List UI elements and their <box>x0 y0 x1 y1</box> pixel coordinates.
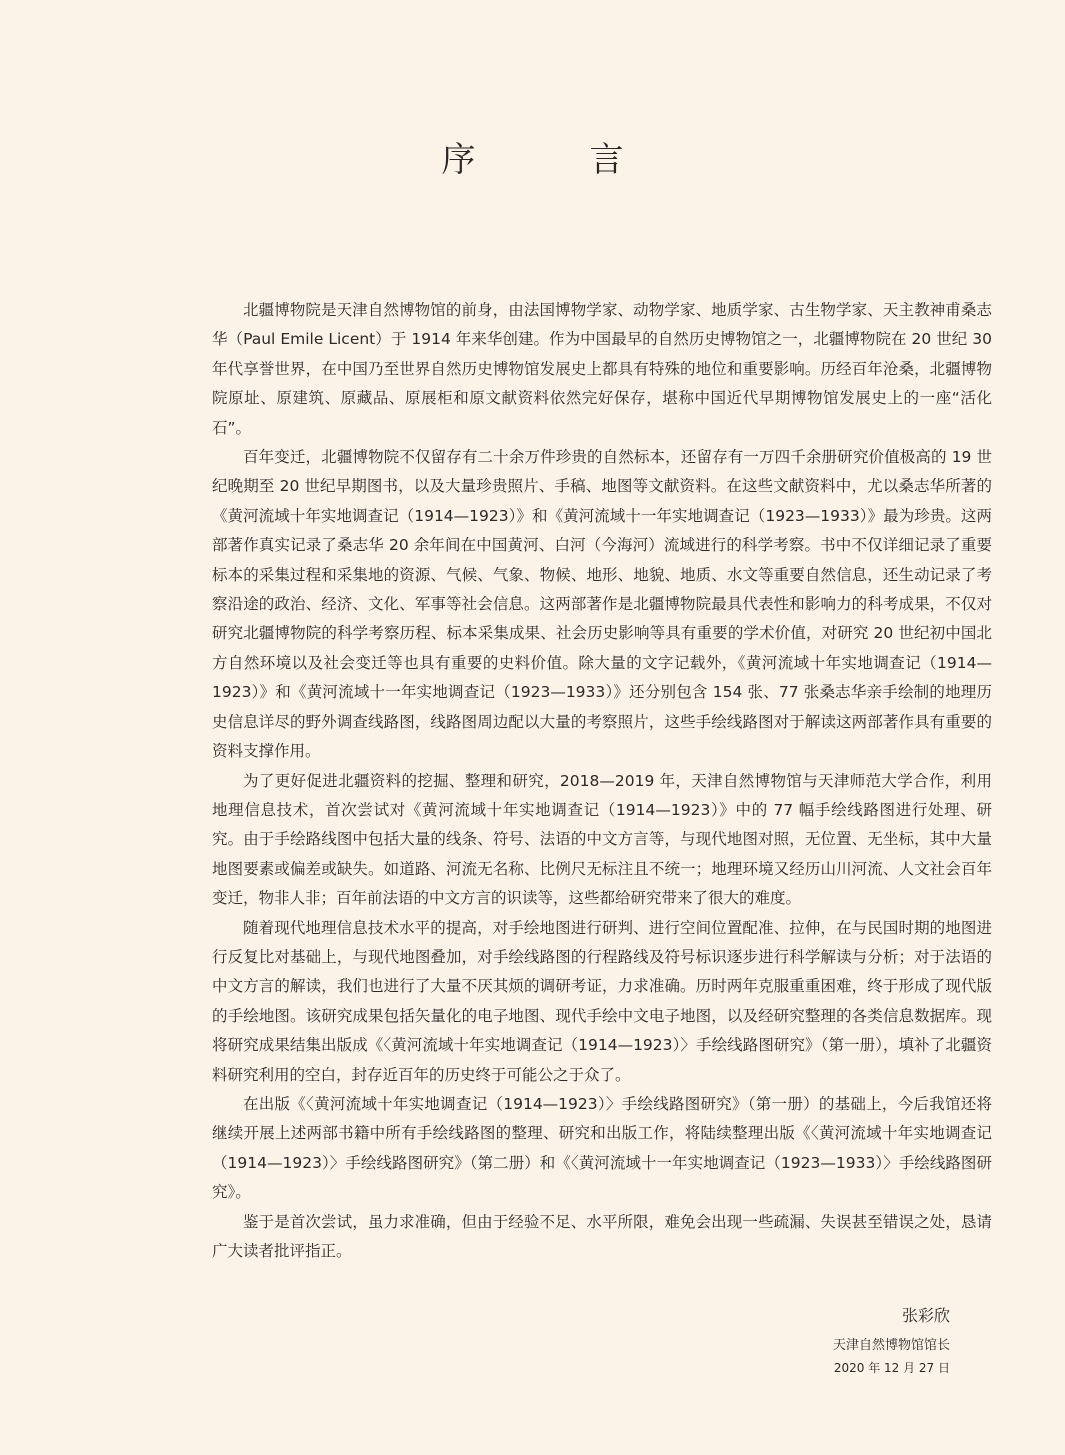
preface-body <box>212 296 992 1266</box>
paragraph-3: 为了更好促进北疆资料的挖掘、整理和研究，2018—2019 年，天津自然博物馆与天津师范大学合作，利用地理信息技术，首次尝试对《黄河流域十年实地调查记（1914—1923）》中的 77 幅手绘线路图进行处理、研究。由于手绘路线图中包括大量的线条、符号、法语的中文方言等，与现代地图对照，无位置、无坐标，其中大量地图要素或偏差或缺失。如道路、河流无名称、比例尺无标注且不统一；地理环境又经历山川河流、人文社会百年变迁，物非人非；百年前法语的中文方言的识读等，这些都给研究带来了很大的难度。 <box>212 771 992 908</box>
paragraph-2: 百年变迁，北疆博物院不仅留存有二十余万件珍贵的自然标本，还留存有一万四千余册研究价值极高的 19 世纪晚期至 20 世纪早期图书，以及大量珍贵照片、手稿、地图等文献资料。在这些文献资料中，尤以桑志华所著的《黄河流域十年实地调查记（1914—1923）》和《黄河流域十一年实地调查记（1923—1933）》最为珍贵。这两部著作真实记录了桑志华 20 余年间在中国黄河、白河（今海河）流域进行的科学考察。书中不仅详细记录了重要标本的采集过程和采集地的资源、气候、气象、物候、地形、地貌、地质、水文等重要自然信息，还生动记录了考察沿途的政治、经济、文化、军事等社会信息。这两部著作是北疆博物院最具代表性和影响力的科考成果，不仅对研究北疆博物院的科学考察历程、标本采集成果、社会历史影响等具有重要的学术价值，对研究 20 世纪初中国北方自然环境以及社会变迁等也具有重要的史料价值。除大量的文字记载外，《黄河流域十年实地调查记（1914—1923）》和《黄河流域十一年实地调查记（1923—1933）》还分别包含 154 张、77 张桑志华亲手绘制的地理历史信息详尽的野外调查线路图，线路图周边配以大量的考察照片，这些手绘线路图对于解读这两部著作具有重要的资料支撑作用。 <box>212 448 992 761</box>
signature-block <box>833 1302 950 1378</box>
paragraph-4: 随着现代地理信息技术水平的提高，对手绘地图进行研判、进行空间位置配准、拉伸，在与民国时期的地图进行反复比对基础上，与现代地图叠加，对手绘线路图的行程路线及符号标识逐步进行科学解读与分析；对于法语的中文方言的解读，我们也进行了大量不厌其烦的调研考证，力求准确。历时两年克服重重困难，终于形成了现代版的手绘地图。该研究成果包括矢量化的电子地图、现代手绘中文电子地图，以及经研究整理的各类信息数据库。现将研究成果结集出版成《〈黄河流域十年实地调查记（1914—1923）〉手绘线路图研究》（第一册），填补了北疆资料研究利用的空白，封存近百年的历史终于可能公之于众了。 <box>212 918 992 1084</box>
paragraph-5: 在出版《〈黄河流域十年实地调查记（1914—1923）〉手绘线路图研究》（第一册）的基础上，今后我馆还将继续开展上述两部书籍中所有手绘线路图的整理、研究和出版工作，将陆续整理出版《〈黄河流域十年实地调查记（1914—1923）〉手绘线路图研究》（第二册）和《〈黄河流域十一年实地调查记（1923—1933）〉手绘线路图研究》。 <box>212 1094 992 1202</box>
author-role: 天津自然博物馆馆长 <box>832 1338 950 1353</box>
signature-date: 2020 年 12 月 27 日 <box>833 1361 950 1375</box>
page-title: 序 言 <box>441 140 664 180</box>
paragraph-6: 鉴于是首次尝试，虽力求准确，但由于经验不足、水平所限，难免会出现一些疏漏、失误甚至错误之处，恳请广大读者批评指正。 <box>212 1212 992 1260</box>
author-name: 张彩欣 <box>901 1306 950 1325</box>
paragraph-1: 北疆博物院是天津自然博物馆的前身，由法国博物学家、动物学家、地质学家、古生物学家、天主教神甫桑志华（Paul Emile Licent）于 1914 年来华创建。作为中国最早的自然历史博物馆之一，北疆博物院在 20 世纪 30 年代享誉世界，在中国乃至世界自然历史博物馆发展史上都具有特殊的地位和重要影响。历经百年沧桑，北疆博物院原址、原建筑、原藏品、原展柜和原文献资料依然完好保存，堪称中国近代早期博物馆发展史上的一座“活化石”。 <box>212 301 992 437</box>
